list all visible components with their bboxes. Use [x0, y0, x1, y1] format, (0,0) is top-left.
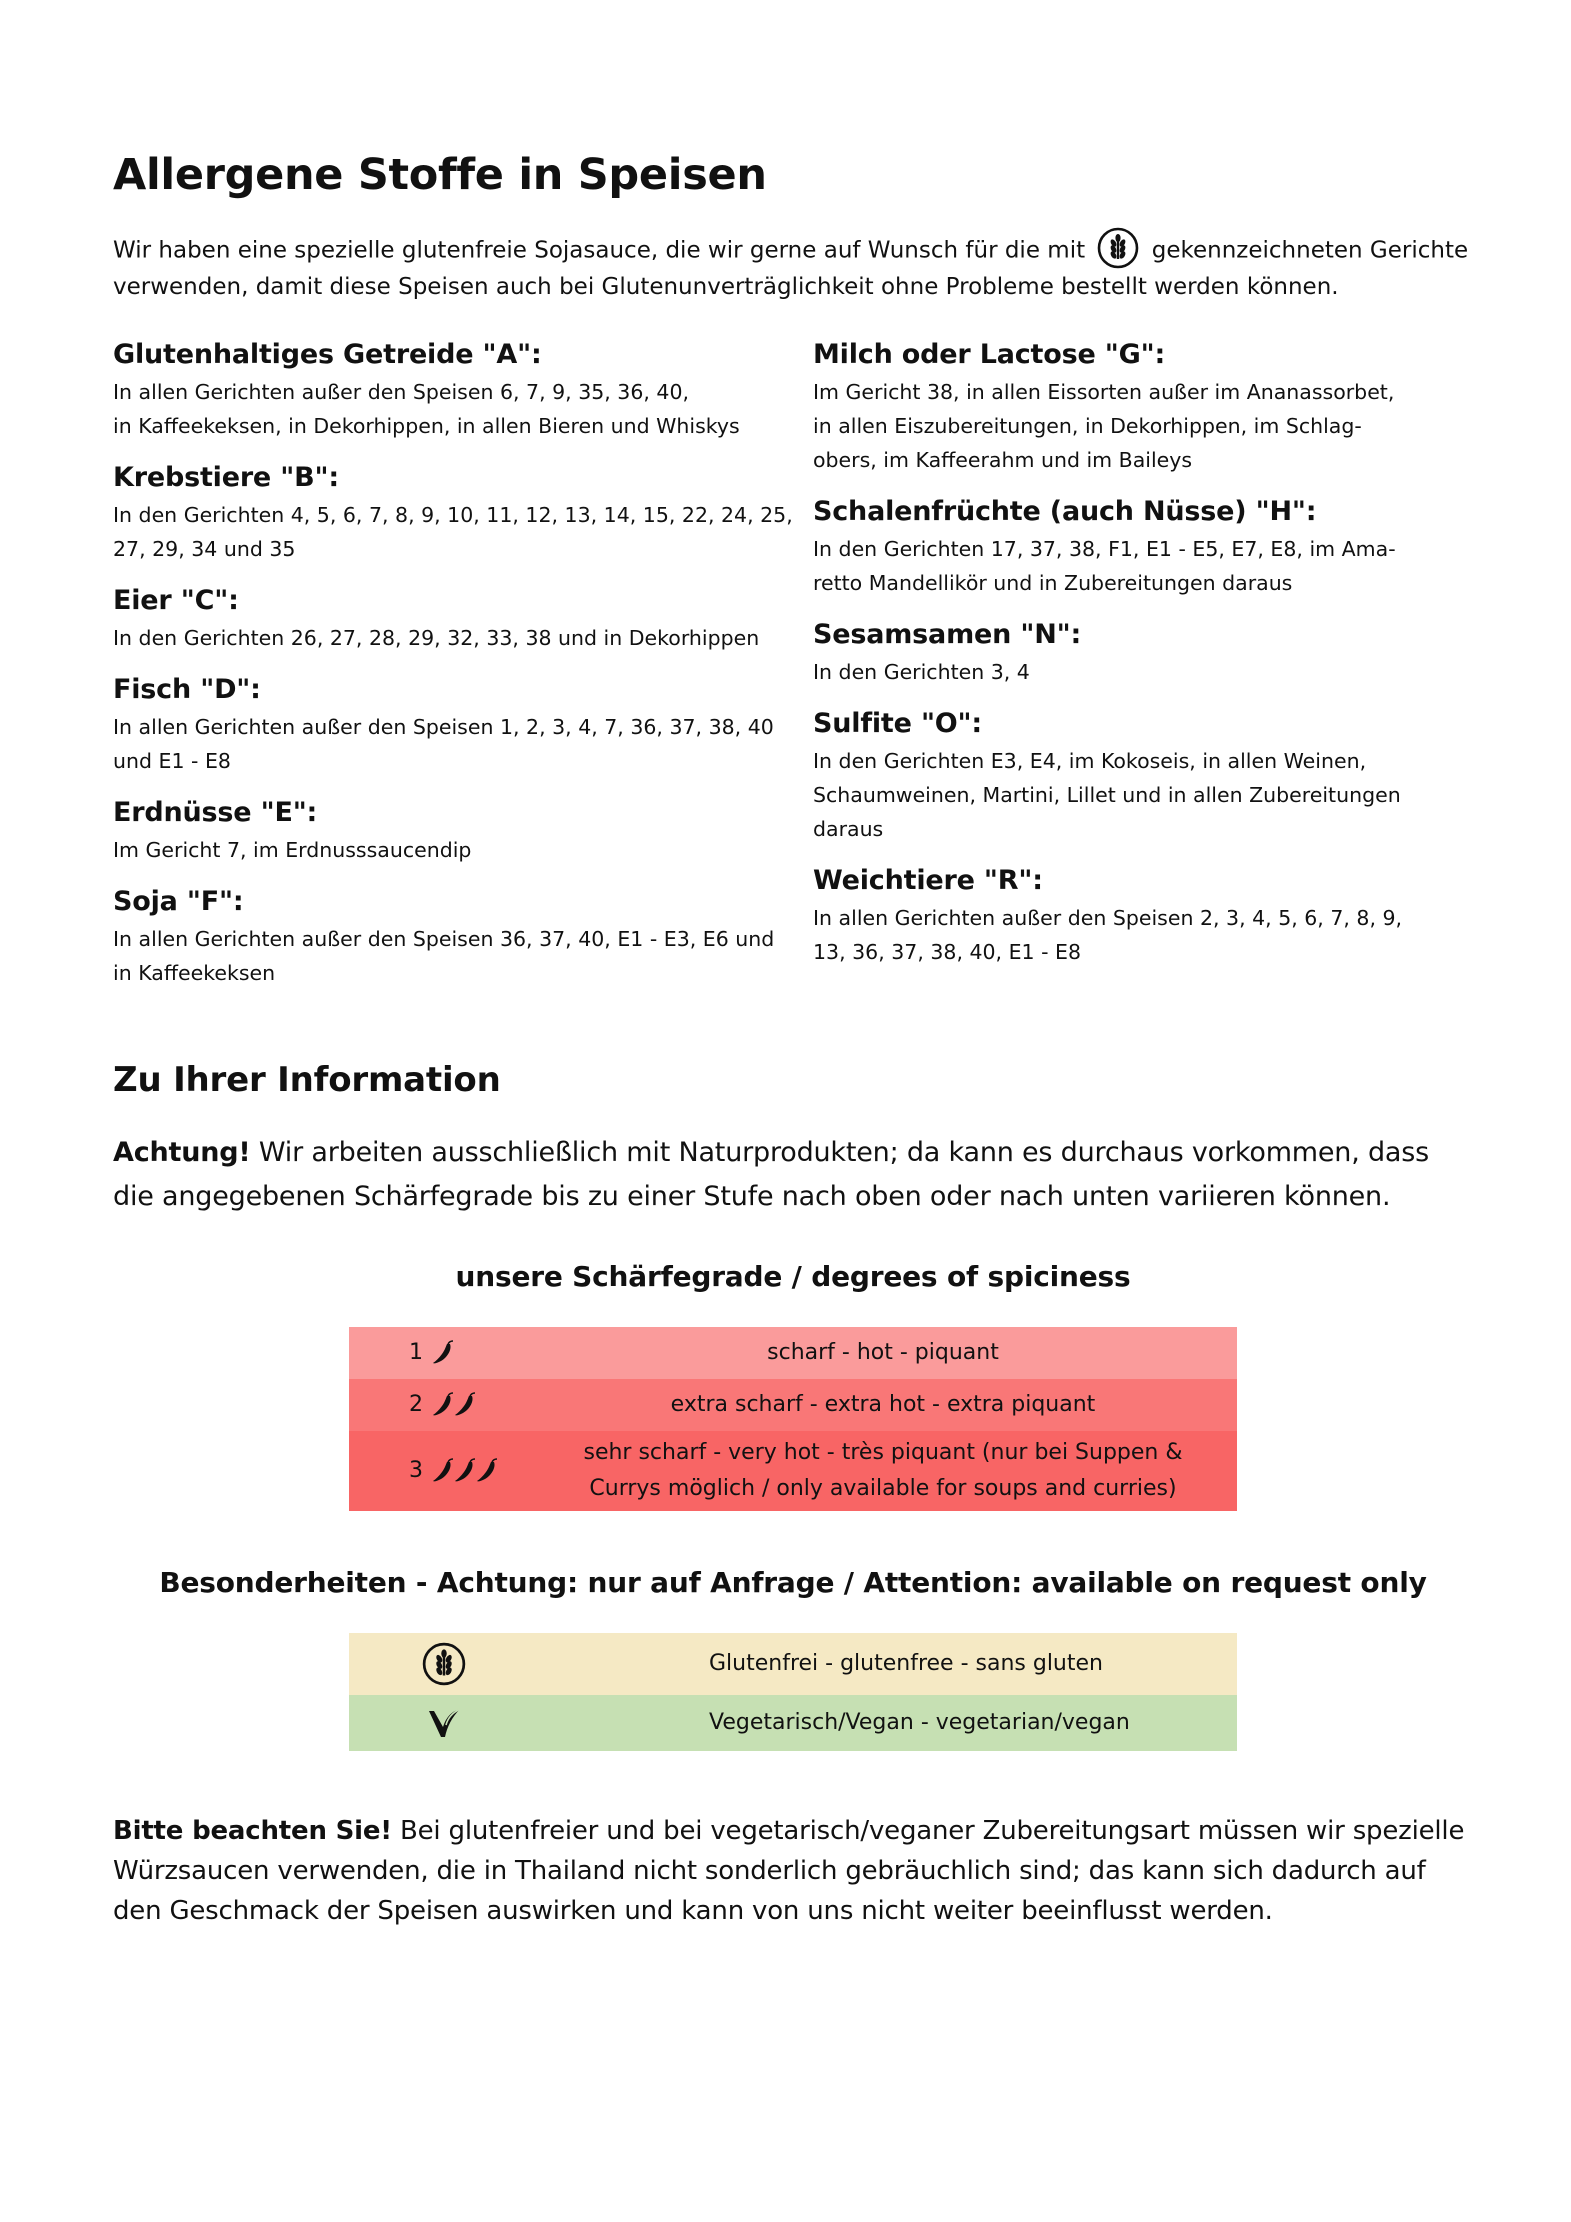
- allergen-block: [113, 335, 813, 443]
- spice-description: scharf - hot - piquant: [767, 1339, 999, 1365]
- special-heading: Besonderheiten - Achtung: nur auf Anfrage / Attention: available on request only: [159, 1565, 1427, 1599]
- spice-row: [349, 1327, 1237, 1379]
- vegan-icon: [424, 1703, 464, 1743]
- intro-paragraph: [113, 232, 1473, 305]
- allergen-text: In den Gerichten E3, E4, im Kokoseis, in allen Weinen, Schaumweinen, Martini, Lillet und in allen Zubereitungen daraus: [813, 748, 1401, 841]
- spice-level: 3: [409, 1457, 423, 1483]
- allergen-block: [113, 581, 813, 655]
- spice-level-cell: [349, 1327, 529, 1379]
- spice-level-cell: [349, 1431, 529, 1511]
- special-row: [349, 1633, 1237, 1695]
- allergen-heading: Milch oder Lactose "G":: [813, 338, 1166, 370]
- allergen-block: [813, 492, 1473, 600]
- allergen-block: [113, 670, 813, 778]
- note-text: Bei glutenfreier und bei vegetarisch/veganer Zubereitungsart müssen wir spezielle Würzsaucen verwenden, die in Thailand nicht sonderlich gebräuchlich sind; das kann sich dadurch auf den Geschmack der Speisen auswirken und kann von uns nicht weiter beeinflusst werden.: [113, 1815, 1465, 1926]
- info-heading: Zu Ihrer Information: [113, 1059, 501, 1100]
- allergen-text: In den Gerichten 26, 27, 28, 29, 32, 33, 38 und in Dekorhippen: [113, 625, 760, 650]
- allergen-heading: Eier "C":: [113, 584, 239, 616]
- allergen-heading: Sulfite "O":: [813, 707, 983, 739]
- allergen-text: In allen Gerichten außer den Speisen 2, 3, 4, 5, 6, 7, 8, 9, 13, 36, 37, 38, 40, E1 - E8: [813, 905, 1403, 964]
- allergen-heading: Schalenfrüchte (auch Nüsse) "H":: [813, 495, 1317, 527]
- warning-paragraph: [113, 1131, 1473, 1219]
- allergen-heading: Soja "F":: [113, 885, 244, 917]
- spice-heading: unsere Schärfegrade / degrees of spiciness: [455, 1259, 1131, 1293]
- allergen-heading: Krebstiere "B":: [113, 461, 339, 493]
- chili-icon: [431, 1339, 459, 1367]
- spice-level-cell: [349, 1379, 529, 1431]
- special-icon-cell: [349, 1633, 539, 1695]
- allergen-column-right: [813, 335, 1473, 1005]
- allergen-text: In allen Gerichten außer den Speisen 36, 37, 40, E1 - E3, E6 und in Kaffeekeksen: [113, 926, 775, 985]
- allergen-block: [113, 882, 813, 990]
- page: [113, 150, 1473, 1931]
- allergen-column-left: [113, 335, 813, 1005]
- allergen-text: In den Gerichten 17, 37, 38, F1, E1 - E5, E7, E8, im Ama- retto Mandellikör und in Zubereitungen daraus: [813, 536, 1396, 595]
- allergen-heading: Sesamsamen "N":: [813, 618, 1082, 650]
- spice-description: sehr scharf - very hot - très piquant (nur bei Suppen & Currys möglich / only available for soups and curries): [583, 1439, 1183, 1501]
- allergen-text: Im Gericht 38, in allen Eissorten außer im Ananassorbet, in allen Eiszubereitungen, in Dekorhippen, im Schlag- obers, im Kaffeerahm und im Baileys: [813, 379, 1395, 472]
- allergen-block: [113, 458, 813, 566]
- allergen-heading: Erdnüsse "E":: [113, 796, 318, 828]
- warning-text: Wir arbeiten ausschließlich mit Naturprodukten; da kann es durchaus vorkommen, dass die angegebenen Schärfegrade bis zu einer Stufe nach oben oder nach unten variieren können.: [113, 1136, 1430, 1212]
- special-description: Glutenfrei - glutenfree - sans gluten: [709, 1650, 1103, 1676]
- page-title: Allergene Stoffe in Speisen: [113, 150, 767, 200]
- allergen-block: [813, 615, 1473, 689]
- allergen-text: Im Gericht 7, im Erdnusssaucendip: [113, 837, 472, 862]
- allergen-text: In den Gerichten 3, 4: [813, 659, 1030, 684]
- allergen-heading: Weichtiere "R":: [813, 864, 1043, 896]
- spice-level: 2: [409, 1391, 423, 1417]
- intro-text-after: gekennzeichneten Gerichte verwenden, damit diese Speisen auch bei Glutenunverträglichkeit ohne Probleme bestellt werden können.: [113, 237, 1469, 300]
- allergen-heading: Glutenhaltiges Getreide "A":: [113, 338, 542, 370]
- allergen-columns: [113, 335, 1473, 1005]
- spice-description: extra scharf - extra hot - extra piquant: [670, 1391, 1096, 1417]
- note-label: Bitte beachten Sie!: [113, 1815, 392, 1846]
- note-paragraph: [113, 1811, 1473, 1931]
- special-icon-cell: [349, 1695, 539, 1751]
- special-description: Vegetarisch/Vegan - vegetarian/vegan: [709, 1709, 1130, 1735]
- allergen-block: [113, 793, 813, 867]
- allergen-block: [813, 861, 1473, 969]
- special-table: [349, 1633, 1237, 1751]
- spice-level: 1: [409, 1339, 423, 1365]
- allergen-block: [813, 704, 1473, 846]
- spice-row: [349, 1379, 1237, 1431]
- allergen-text: In allen Gerichten außer den Speisen 6, 7, 9, 35, 36, 40, in Kaffeekeksen, in Dekorhippen, in allen Bieren und Whiskys: [113, 379, 740, 438]
- chili-icon: [431, 1391, 481, 1419]
- allergen-heading: Fisch "D":: [113, 673, 261, 705]
- spice-row: [349, 1431, 1237, 1511]
- allergen-block: [813, 335, 1473, 477]
- warning-label: Achtung!: [113, 1136, 251, 1168]
- special-row: [349, 1695, 1237, 1751]
- intro-text-before: Wir haben eine spezielle glutenfreie Sojasauce, die wir gerne auf Wunsch für die mit: [113, 237, 1086, 264]
- allergen-text: In allen Gerichten außer den Speisen 1, 2, 3, 4, 7, 36, 37, 38, 40 und E1 - E8: [113, 714, 774, 773]
- chili-icon: [431, 1457, 503, 1485]
- glutenfree-icon: [421, 1641, 467, 1687]
- allergen-text: In den Gerichten 4, 5, 6, 7, 8, 9, 10, 11, 12, 13, 14, 15, 22, 24, 25, 27, 29, 34 und 35: [113, 502, 793, 561]
- glutenfree-icon: [1096, 226, 1140, 270]
- spice-table: [349, 1327, 1237, 1511]
